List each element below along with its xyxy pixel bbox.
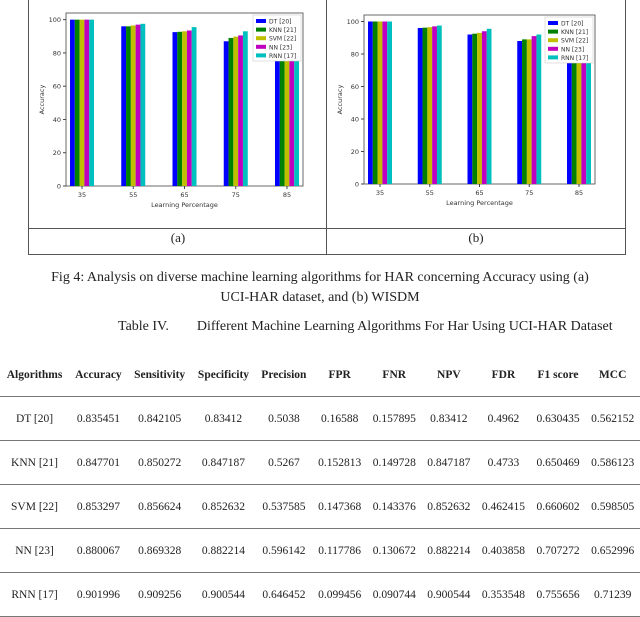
bar [121, 26, 126, 186]
bar [472, 34, 477, 184]
bar [275, 47, 280, 186]
bar [84, 20, 89, 186]
bar [75, 20, 80, 186]
y-tick-label: 80 [350, 50, 359, 59]
bar [192, 27, 197, 186]
legend-label: SVM [22] [269, 35, 297, 43]
bar [487, 29, 492, 184]
table-cell: 0.847187 [422, 441, 477, 485]
column-header: Specificity [192, 353, 256, 397]
x-axis-label: Learning Percentage [151, 201, 218, 209]
divider [29, 228, 626, 229]
bar [224, 41, 229, 186]
bar [70, 20, 75, 186]
y-tick-label: 60 [52, 82, 61, 91]
x-tick-label: 65 [180, 191, 189, 199]
x-tick-label: 75 [231, 191, 240, 199]
legend-swatch [548, 38, 558, 42]
table-cell: 0.71239 [585, 573, 640, 617]
table-cell: 0.660602 [531, 485, 586, 529]
y-axis-label: Accuracy [336, 84, 344, 115]
table-row [0, 485, 640, 529]
x-tick-label: 55 [129, 191, 138, 199]
table-cell: 0.462415 [476, 485, 531, 529]
bar [432, 26, 437, 184]
bar [238, 35, 243, 186]
x-axis-label: Learning Percentage [446, 199, 513, 207]
table-cell: 0.847701 [69, 441, 128, 485]
table-cell: 0.117786 [312, 529, 367, 573]
results-table [0, 353, 640, 617]
column-header: FDR [476, 353, 531, 397]
legend-label: DT [20] [269, 18, 292, 26]
legend-label: NN [23] [561, 46, 585, 54]
bar [182, 31, 187, 186]
subfigure-label-a: (a) [170, 230, 186, 245]
bar [126, 26, 131, 186]
column-header: Sensitivity [128, 353, 192, 397]
table-cell: 0.755656 [531, 573, 586, 617]
bar [427, 27, 432, 184]
table-cell: 0.353548 [476, 573, 531, 617]
column-header: FNR [367, 353, 422, 397]
table-cell: 0.5038 [255, 397, 312, 441]
legend-swatch [256, 28, 266, 32]
bar [131, 25, 136, 186]
legend-swatch [548, 47, 558, 51]
table-cell: 0.650469 [531, 441, 586, 485]
bar [522, 39, 527, 184]
table-cell: 0.853297 [69, 485, 128, 529]
table-cell: 0.147368 [312, 485, 367, 529]
y-tick-label: 20 [350, 148, 359, 156]
table-cell: 0.586123 [585, 441, 640, 485]
x-tick-label: 75 [525, 189, 534, 197]
legend-label: NN [23] [269, 44, 293, 52]
legend-swatch [256, 53, 266, 57]
legend-label: KNN [21] [561, 29, 589, 37]
bar [285, 44, 290, 186]
table-cell: 0.909256 [128, 573, 192, 617]
table-cell: 0.130672 [367, 529, 422, 573]
column-header: F1 score [531, 353, 586, 397]
table-cell: 0.537585 [255, 485, 312, 529]
table-row [0, 397, 640, 441]
table-cell: 0.900544 [422, 573, 477, 617]
algorithm-name: DT [20] [0, 397, 69, 441]
table-cell: 0.4962 [476, 397, 531, 441]
bar [387, 22, 392, 185]
bar [572, 46, 577, 184]
table-cell: 0.83412 [192, 397, 256, 441]
bar [280, 45, 285, 186]
bar [482, 31, 487, 184]
table-cell: 0.835451 [69, 397, 128, 441]
table-cell: 0.403858 [476, 529, 531, 573]
bar [289, 40, 294, 186]
bar [532, 36, 537, 184]
y-tick-label: 0 [354, 180, 359, 189]
table-cell: 0.83412 [422, 397, 477, 441]
table-cell: 0.4733 [476, 441, 531, 485]
y-axis-label: Accuracy [38, 84, 46, 115]
bar [89, 20, 94, 186]
y-tick-label: 60 [350, 83, 359, 91]
table-cell: 0.5267 [255, 441, 312, 485]
bar [378, 22, 383, 185]
legend-swatch [548, 21, 558, 25]
table-cell: 0.596142 [255, 529, 312, 573]
column-header: NPV [422, 353, 477, 397]
column-header: FPR [312, 353, 367, 397]
table-cell: 0.852632 [422, 485, 477, 529]
bar [233, 37, 238, 186]
table-cell: 0.850272 [128, 441, 192, 485]
table-title: Table IV. Different Machine Learning Algorithms For Har Using UCI-HAR Dataset [118, 319, 613, 334]
table-cell: 0.880067 [69, 529, 128, 573]
y-tick-label: 40 [52, 115, 61, 124]
bar [173, 32, 178, 186]
table-cell: 0.157895 [367, 397, 422, 441]
table-cell: 0.842105 [128, 397, 192, 441]
bar [536, 35, 541, 185]
table-cell: 0.630435 [531, 397, 586, 441]
legend-label: KNN [21] [269, 27, 297, 35]
legend-label: RNN [17] [269, 52, 297, 60]
table-cell: 0.856624 [128, 485, 192, 529]
column-header: Accuracy [69, 353, 128, 397]
bar [368, 22, 373, 185]
y-tick-label: 40 [350, 115, 359, 124]
x-tick-label: 35 [77, 191, 87, 199]
y-tick-label: 0 [56, 182, 61, 191]
table-cell: 0.598505 [585, 485, 640, 529]
legend-label: DT [20] [561, 20, 584, 28]
bar [140, 24, 145, 186]
chart-a [0, 0, 320, 228]
algorithm-name: RNN [17] [0, 573, 69, 617]
table-cell: 0.901996 [69, 573, 128, 617]
legend-label: SVM [22] [561, 37, 589, 45]
x-tick-label: 65 [475, 189, 484, 197]
figure-caption [0, 268, 640, 308]
table-cell: 0.16588 [312, 397, 367, 441]
bar [243, 31, 248, 186]
legend-swatch [548, 55, 558, 59]
column-header: Precision [255, 353, 312, 397]
table-row [0, 573, 640, 617]
caption-line-2: UCI-HAR dataset, and (b) WISDM [220, 290, 420, 305]
bar [177, 32, 182, 186]
y-tick-label: 80 [52, 49, 61, 58]
table-cell: 0.646452 [255, 573, 312, 617]
algorithm-name: NN [23] [0, 529, 69, 573]
bar [437, 26, 442, 184]
bar [80, 20, 85, 186]
bar [517, 41, 522, 184]
x-tick-label: 35 [375, 189, 385, 197]
table-row [0, 441, 640, 485]
bar [567, 48, 572, 184]
bar [527, 39, 532, 184]
bar [418, 28, 423, 184]
bar [382, 22, 387, 185]
x-tick-label: 85 [282, 191, 292, 199]
legend-swatch [256, 45, 266, 49]
bar [229, 38, 234, 186]
x-tick-label: 85 [574, 189, 584, 197]
table-cell: 0.869328 [128, 529, 192, 573]
table-cell: 0.900544 [192, 573, 256, 617]
table-row [0, 529, 640, 573]
legend-swatch [548, 30, 558, 34]
y-tick-label: 20 [52, 149, 61, 158]
bar [423, 28, 428, 184]
table-cell: 0.152813 [312, 441, 367, 485]
algorithm-name: KNN [21] [0, 441, 69, 485]
column-header: MCC [585, 353, 640, 397]
table-cell: 0.882214 [422, 529, 477, 573]
bar [477, 33, 482, 184]
table-cell: 0.099456 [312, 573, 367, 617]
bar [468, 35, 473, 185]
caption-line-1: Fig 4: Analysis on diverse machine learning algorithms for HAR concerning Accuracy using (a) [51, 270, 589, 285]
table-cell: 0.882214 [192, 529, 256, 573]
table-cell: 0.562152 [585, 397, 640, 441]
bar [187, 30, 192, 186]
chart-b [320, 0, 640, 228]
bar [136, 25, 141, 186]
legend-swatch [256, 36, 266, 40]
algorithm-name: SVM [22] [0, 485, 69, 529]
y-tick-label: 100 [48, 16, 61, 25]
table-cell: 0.652996 [585, 529, 640, 573]
table-header-row [0, 353, 640, 397]
table-cell: 0.852632 [192, 485, 256, 529]
table-cell: 0.149728 [367, 441, 422, 485]
y-tick-label: 100 [346, 18, 359, 26]
legend-label: RNN [17] [561, 54, 589, 62]
bar [577, 45, 582, 184]
table-cell: 0.847187 [192, 441, 256, 485]
table-cell: 0.143376 [367, 485, 422, 529]
subfigure-label-b: (b) [468, 230, 484, 245]
x-tick-label: 55 [425, 189, 434, 197]
table-cell: 0.707272 [531, 529, 586, 573]
table-cell: 0.090744 [367, 573, 422, 617]
legend-swatch [256, 19, 266, 23]
column-header: Algorithms [0, 353, 69, 397]
bar [373, 22, 378, 185]
